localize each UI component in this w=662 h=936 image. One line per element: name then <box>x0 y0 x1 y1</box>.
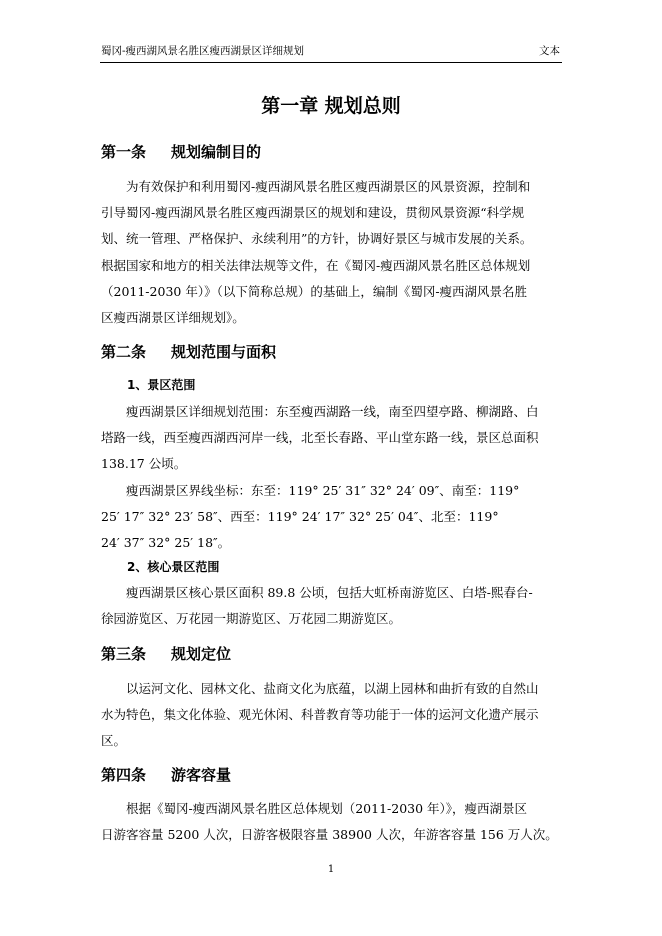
article-4-heading <box>101 765 231 785</box>
article-number: 第四条 <box>101 766 147 784</box>
article-title: 规划范围与面积 <box>171 343 277 361</box>
text-line: 划、统一管理、严格保护、永续利用”的方针，协调好景区与城市发展的关系。 <box>101 231 533 247</box>
text-line: （2011-2030 年）》（以下简称总规）的基础上，编制《蜀冈-瘦西湖风景名胜 <box>101 283 528 299</box>
article-3-paragraph <box>101 676 563 755</box>
article-number: 第三条 <box>101 645 147 663</box>
article-title: 规划编制目的 <box>171 143 262 161</box>
text-line: 区。 <box>101 733 127 749</box>
text-line: 138.17 公顷。 <box>101 456 187 472</box>
text-line: 瘦西湖景区核心景区面积 89.8 公顷，包括大虹桥南游览区、白塔-熙春台- <box>126 585 533 600</box>
header-rule <box>100 62 562 63</box>
article-3-heading <box>101 644 231 664</box>
running-header-label: 文本 <box>539 45 560 57</box>
section-heading-scenic-area: 1、景区范围 <box>127 378 196 392</box>
boundary-coordinates-paragraph <box>101 478 563 557</box>
article-title: 规划定位 <box>171 645 232 663</box>
text-line: 根据国家和地方的相关法律法规等文件，在《蜀冈-瘦西湖风景名胜区总体规划 <box>101 257 531 273</box>
text-line: 以运河文化、园林文化、盐商文化为底蕴，以湖上园林和曲折有致的自然山 <box>126 681 539 696</box>
text-line: 根据《蜀冈-瘦西湖风景名胜区总体规划（2011-2030 年）》，瘦西湖景区 <box>126 801 528 816</box>
core-area-paragraph <box>101 580 563 632</box>
text-line: 25′ 17″ 32° 23′ 58″、西至：119° 24′ 17″ 32° 25′ 04″、北至：119° <box>101 509 499 525</box>
chapter-title: 第一章 规划总则 <box>261 95 401 117</box>
text-line: 徐园游览区、万花园一期游览区、万花园二期游览区。 <box>101 611 402 627</box>
scenic-area-range-paragraph <box>101 399 563 478</box>
article-1-heading <box>101 142 261 162</box>
text-line: 24′ 37″ 32° 25′ 18″。 <box>101 535 231 551</box>
section-heading-core-area: 2、核心景区范围 <box>127 560 220 574</box>
text-line: 水为特色，集文化体验、观光休闲、科普教育等功能于一体的运河文化遗产展示 <box>101 707 539 723</box>
text-line: 瘦西湖景区界线坐标：东至：119° 25′ 31″ 32° 24′ 09″、南至：119° <box>126 483 520 498</box>
article-2-heading <box>101 342 276 362</box>
article-4-paragraph <box>101 796 563 848</box>
text-line: 区瘦西湖景区详细规划》。 <box>101 310 245 326</box>
text-line: 引导蜀冈-瘦西湖风景名胜区瘦西湖景区的规划和建设，贯彻风景资源“科学规 <box>101 205 525 221</box>
text-line: 瘦西湖景区详细规划范围：东至瘦西湖路一线，南至四望亭路、柳湖路、白 <box>126 404 539 419</box>
running-header-title: 蜀冈-瘦西湖风景名胜区瘦西湖景区详细规划 <box>101 45 305 57</box>
article-title: 游客容量 <box>171 766 232 784</box>
text-line: 为有效保护和利用蜀冈-瘦西湖风景名胜区瘦西湖景区的风景资源，控制和 <box>126 179 531 194</box>
text-line: 日游客容量 5200 人次，日游客极限容量 38900 人次，年游客容量 156 万人次。 <box>101 827 558 843</box>
text-line: 塔路一线，西至瘦西湖西河岸一线，北至长春路、平山堂东路一线，景区总面积 <box>101 430 539 446</box>
article-number: 第一条 <box>101 143 147 161</box>
article-1-paragraph <box>101 174 563 331</box>
page-number: 1 <box>327 864 335 875</box>
article-number: 第二条 <box>101 343 147 361</box>
